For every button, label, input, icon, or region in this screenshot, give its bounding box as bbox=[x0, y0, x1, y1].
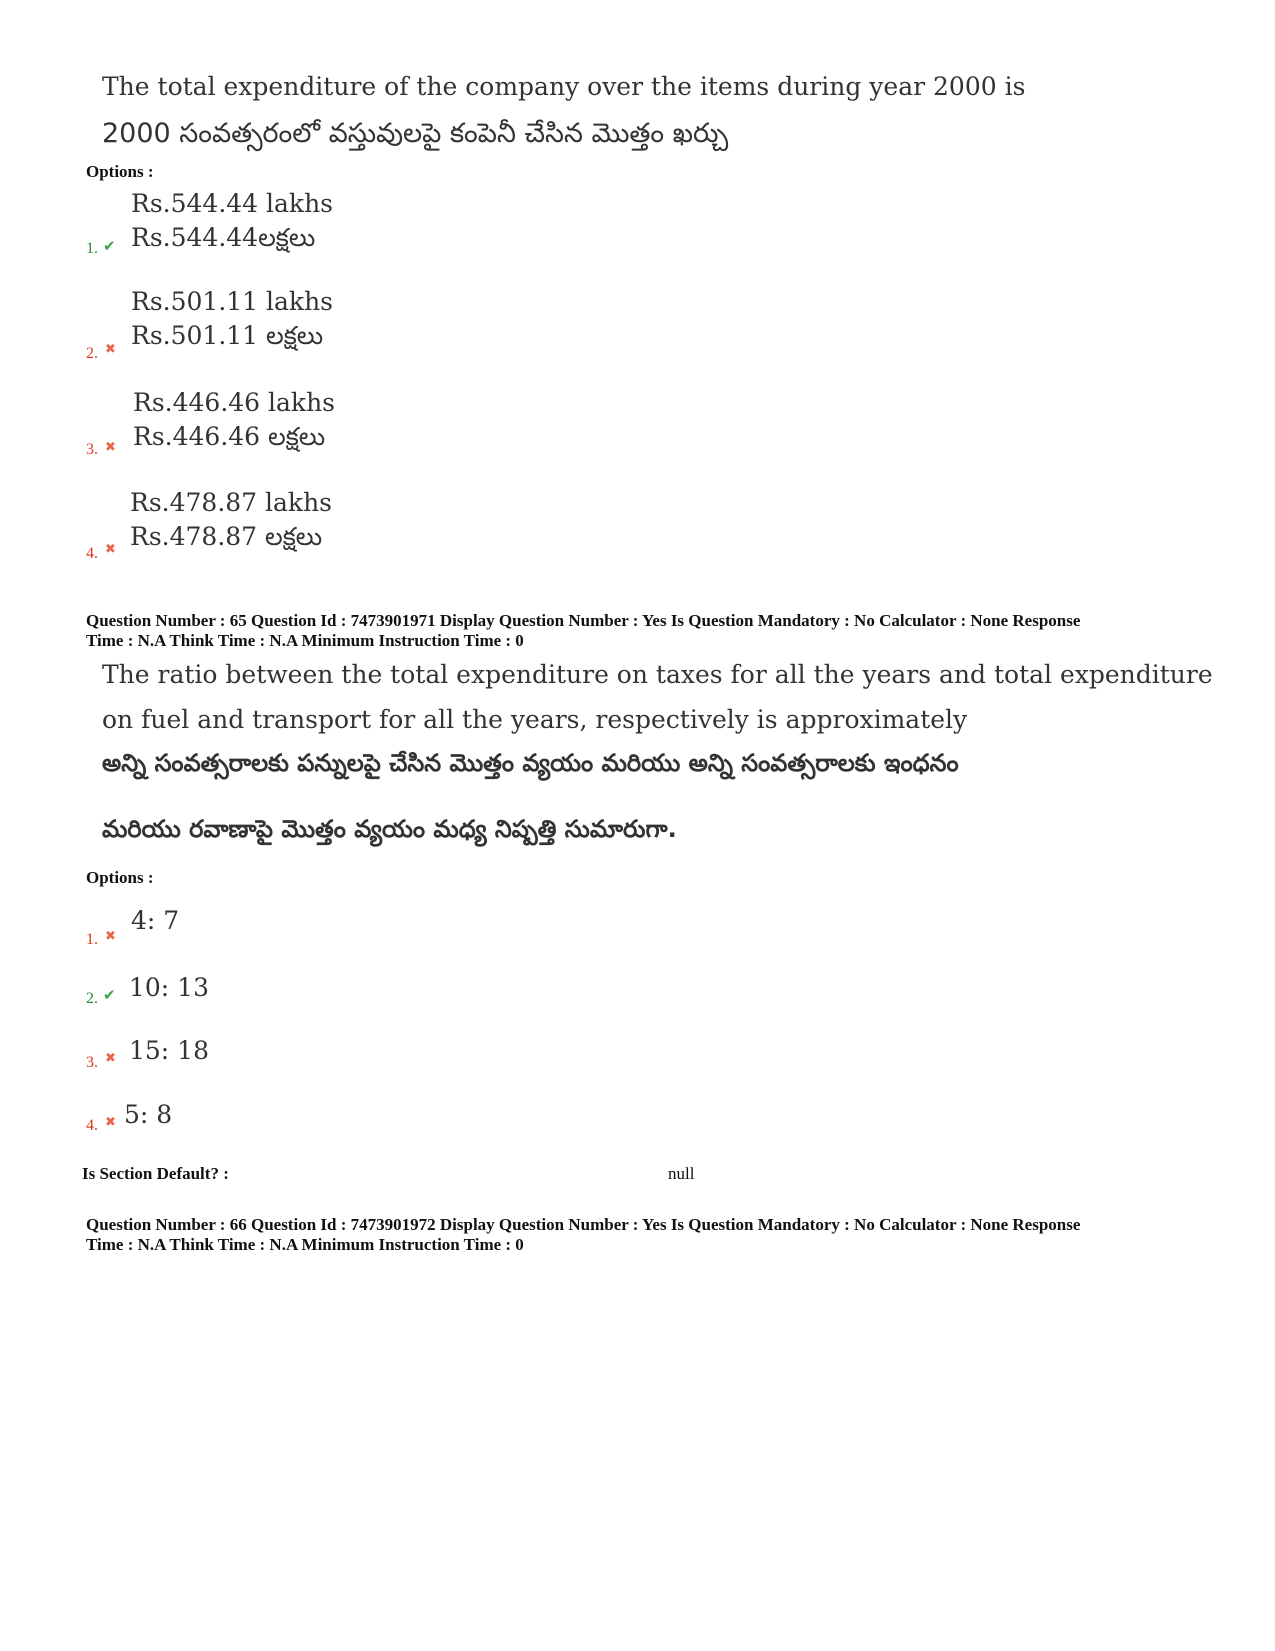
wrong-cross-icon: ✖ bbox=[105, 342, 116, 357]
q65-option-1-number: 1. bbox=[86, 931, 98, 948]
q64-option-3-number: 3. bbox=[86, 441, 98, 458]
wrong-cross-icon: ✖ bbox=[105, 1115, 116, 1130]
q64-text-en: The total expenditure of the company over the items during year 2000 is bbox=[102, 72, 1026, 101]
q64-text-te: 2000 సంవత్సరంలో వస్తువులపై కంపెనీ చేసిన మొత్తం ఖర్చు bbox=[102, 118, 729, 149]
q65-option-2-value: 10: 13 bbox=[129, 973, 209, 1002]
q65-option-4-number: 4. bbox=[86, 1117, 98, 1134]
q65-options-label: Options : bbox=[86, 868, 154, 887]
q64-option-3-en: Rs.446.46 lakhs bbox=[133, 388, 336, 417]
q64-options-label: Options : bbox=[86, 162, 154, 181]
correct-check-icon: ✔ bbox=[103, 237, 116, 255]
wrong-cross-icon: ✖ bbox=[105, 542, 116, 557]
q65-text-en-2: on fuel and transport for all the years, respectively is approximately bbox=[102, 705, 968, 734]
q64-option-1-en: Rs.544.44 lakhs bbox=[131, 189, 334, 218]
q65-option-4-value: 5: 8 bbox=[124, 1100, 173, 1129]
q65-option-1-value: 4: 7 bbox=[131, 906, 180, 935]
q64-option-4-te: Rs.478.87 లక్షలు bbox=[130, 522, 323, 551]
q64-option-1-te: Rs.544.44లక్షలు bbox=[131, 223, 316, 252]
q65-text-te-1: అన్ని సంవత్సరాలకు పన్నులపై చేసిన మొత్తం వ్యయం మరియు అన్ని సంవత్సరాలకు ఇంధనం bbox=[102, 749, 959, 777]
q66-meta-line-2: Time : N.A Think Time : N.A Minimum Instruction Time : 0 bbox=[86, 1235, 524, 1254]
q65-meta-line-2: Time : N.A Think Time : N.A Minimum Instruction Time : 0 bbox=[86, 631, 524, 650]
q66-meta-line-1: Question Number : 66 Question Id : 7473901972 Display Question Number : Yes Is Question Mandatory : No Calculator : None Response bbox=[86, 1215, 1081, 1234]
wrong-cross-icon: ✖ bbox=[105, 440, 116, 455]
q64-option-2-en: Rs.501.11 lakhs bbox=[131, 287, 334, 316]
q65-option-3-value: 15: 18 bbox=[129, 1036, 209, 1065]
q65-option-2-number: 2. bbox=[86, 990, 98, 1007]
q64-option-1-number: 1. bbox=[86, 240, 98, 257]
q65-text-te-2: మరియు రవాణాపై మొత్తం వ్యయం మధ్య నిష్పత్తి సుమారుగా. bbox=[102, 815, 677, 843]
q64-option-2-te: Rs.501.11 లక్షలు bbox=[131, 321, 324, 350]
q65-meta-line-1: Question Number : 65 Question Id : 7473901971 Display Question Number : Yes Is Question Mandatory : No Calculator : None Response bbox=[86, 611, 1081, 630]
section-default-value: null bbox=[668, 1164, 695, 1183]
q65-option-3-number: 3. bbox=[86, 1054, 98, 1071]
q64-option-3-te: Rs.446.46 లక్షలు bbox=[133, 422, 326, 451]
correct-check-icon: ✔ bbox=[103, 986, 116, 1004]
q64-option-4-number: 4. bbox=[86, 545, 98, 562]
q64-option-4-en: Rs.478.87 lakhs bbox=[130, 488, 333, 517]
q64-option-2-number: 2. bbox=[86, 345, 98, 362]
wrong-cross-icon: ✖ bbox=[105, 1051, 116, 1066]
section-default-label: Is Section Default? : bbox=[82, 1164, 229, 1183]
wrong-cross-icon: ✖ bbox=[105, 929, 116, 944]
q65-text-en-1: The ratio between the total expenditure on taxes for all the years and total expenditure bbox=[102, 660, 1213, 689]
